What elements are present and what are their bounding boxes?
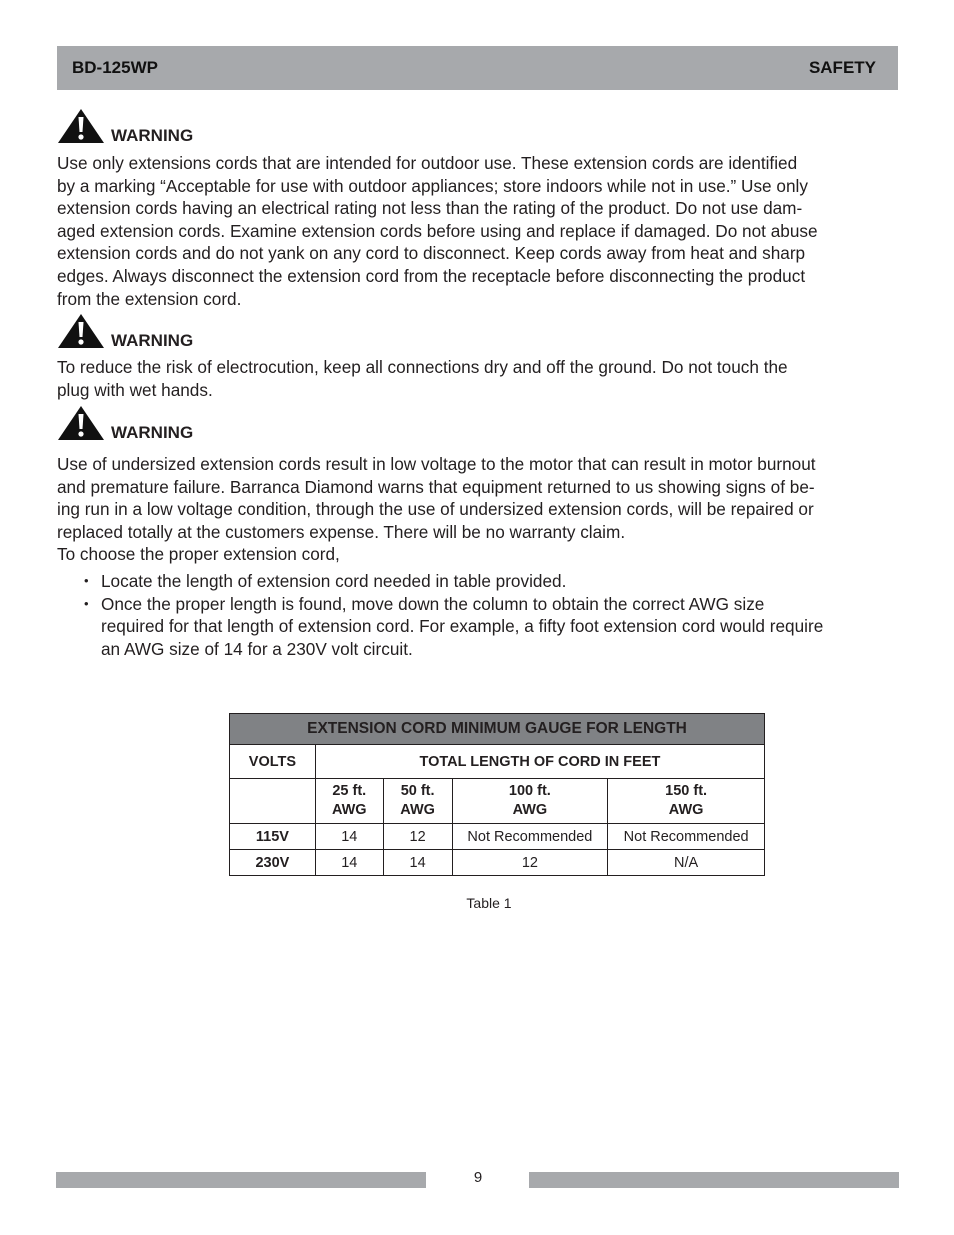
length-header: TOTAL LENGTH OF CORD IN FEET (315, 745, 764, 779)
warning-text: Use only extensions cords that are intended for outdoor use. These extension cords are identified by a marking “Acceptable for use with outdoor appliances; store indoors while not in use.” Use only extension cords having an electrical rating not less than the rating of the product. Do not use dam- aged extension cords. Examine extension cords before using and replace if damaged. Do not abuse extension cords and do not yank on any cord to disconnect. Keep cords away from heat and sharp edges. Always disconnect the extension cord from the receptacle before disconnecting the product from the extension cord. (57, 153, 818, 309)
gauge-cell: Not Recommended (452, 824, 608, 850)
gauge-cell: 14 (315, 824, 383, 850)
list-item: • Locate the length of extension cord needed in table provided. (57, 570, 902, 593)
extension-cord-table (229, 713, 765, 876)
length-header-cell: 50 ft. AWG (383, 779, 452, 824)
warning-label: WARNING (111, 126, 194, 145)
warning-label: WARNING (111, 423, 194, 442)
warning-triangle-icon (57, 313, 105, 349)
gauge-cell: 14 (383, 850, 452, 876)
table-row (230, 824, 765, 850)
warning-text: To reduce the risk of electrocution, keep all connections dry and off the ground. Do not touch the plug with wet hands. (57, 357, 788, 400)
empty-cell (230, 779, 316, 824)
warning-block-3 (57, 405, 902, 660)
warning-text: Use of undersized extension cords result in low voltage to the motor that can result in motor burnout and premature failure. Barranca Diamond warns that equipment returned to us showing signs of be- ing run in a low voltage condition, through the use of undersized extension cords, will be repaired or replaced totally at the customers expense. There will be no warranty claim. To choose the proper extension cord, (57, 454, 816, 565)
warning-triangle-icon (57, 405, 105, 441)
instruction-list (57, 570, 902, 660)
footer-bar-right (529, 1172, 899, 1188)
model-label: BD-125WP (72, 58, 158, 77)
gauge-cell: 12 (452, 850, 608, 876)
table-title: EXTENSION CORD MINIMUM GAUGE FOR LENGTH (230, 714, 765, 745)
page-header (57, 46, 898, 90)
gauge-cell: Not Recommended (608, 824, 765, 850)
length-header-cell: 150 ft. AWG (608, 779, 765, 824)
gauge-cell: 14 (315, 850, 383, 876)
warning-label: WARNING (111, 331, 194, 350)
gauge-cell: 12 (383, 824, 452, 850)
warning-block-1 (57, 108, 902, 310)
footer-bar-left (56, 1172, 426, 1188)
gauge-cell: N/A (608, 850, 765, 876)
volts-cell: 230V (230, 850, 316, 876)
length-header-cell: 25 ft. AWG (315, 779, 383, 824)
volts-cell: 115V (230, 824, 316, 850)
section-label: SAFETY (808, 58, 876, 77)
page-number: 9 (473, 1169, 483, 1186)
warning-block-2 (57, 313, 902, 401)
table-row (230, 850, 765, 876)
table-caption: Table 1 (466, 895, 512, 911)
volts-header: VOLTS (230, 745, 316, 779)
length-header-cell: 100 ft. AWG (452, 779, 608, 824)
warning-triangle-icon (57, 108, 105, 144)
list-item: • Once the proper length is found, move down the column to obtain the correct AWG size required for that length of extension cord. For example, a fifty foot extension cord would require an AWG size of 14 for a 230V volt circuit. (57, 593, 902, 661)
